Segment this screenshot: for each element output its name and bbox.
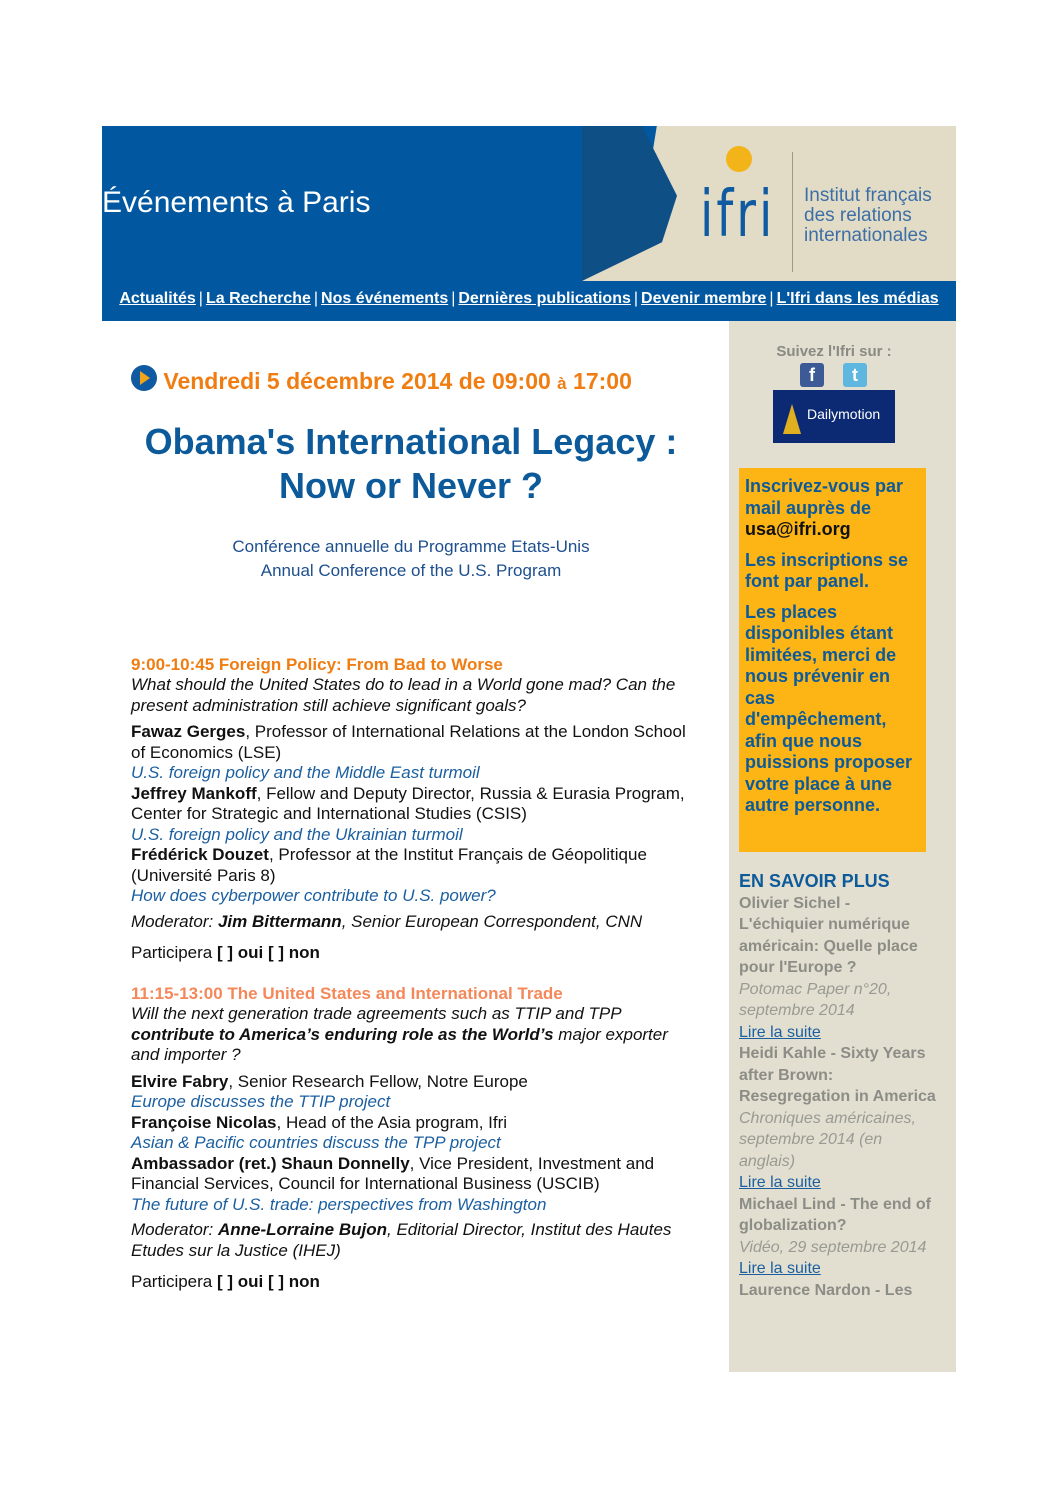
speaker-name: Frédérick Douzet: [131, 845, 269, 864]
related-heading: EN SAVOIR PLUS: [739, 871, 890, 891]
read-more-link[interactable]: Lire la suite: [739, 1260, 821, 1277]
speaker: [131, 1072, 691, 1093]
speaker: [131, 845, 691, 886]
speaker-role: , Head of the Asia program, Ifri: [276, 1112, 508, 1132]
play-icon: [131, 365, 157, 391]
nav-separator: |: [769, 290, 774, 307]
speaker-name: Fawaz Gerges: [131, 722, 246, 741]
participation-options[interactable]: [ ] oui [ ] non: [217, 1272, 320, 1291]
event-subtitle: [131, 535, 691, 583]
nav-separator: |: [313, 290, 319, 307]
moderator: [131, 1220, 691, 1261]
related-title: Michael Lind - The end of globalization?: [739, 1195, 931, 1234]
header-banner: [102, 126, 956, 321]
logo-divider: [792, 152, 793, 272]
page-title: Événements à Paris: [102, 186, 371, 219]
nav-separator: |: [198, 290, 203, 307]
speaker: [131, 1154, 691, 1195]
panel-heading: 11:15-13:00 The United States and International Trade: [131, 983, 563, 1003]
related-source: Vidéo, 29 septembre 2014: [739, 1238, 927, 1256]
moderator-role: , Senior European Correspondent, CNN: [341, 911, 643, 931]
speaker: [131, 1113, 691, 1134]
speaker-name: Françoise Nicolas: [131, 1112, 277, 1132]
main-content: [131, 365, 691, 1293]
follow-label: Suivez l'Ifri sur :: [776, 343, 892, 360]
facebook-icon[interactable]: f: [800, 363, 824, 387]
participation-label: Participera: [131, 1272, 213, 1291]
nav-actualites[interactable]: Actualités: [119, 290, 196, 307]
nav-bar: [102, 290, 956, 308]
speaker-name: Jeffrey Mankoff: [131, 783, 257, 803]
dailymotion-icon: [783, 404, 801, 434]
subtitle-en: Annual Conference of the U.S. Program: [260, 560, 562, 580]
read-more-link[interactable]: Lire la suite: [739, 1174, 821, 1191]
date-start: Vendredi 5 décembre 2014 de 09:00: [163, 368, 551, 394]
nav-separator: |: [451, 290, 456, 307]
related-title: Laurence Nardon - Les: [739, 1281, 913, 1299]
speaker-topic: How does cyberpower contribute to U.S. power?: [131, 886, 496, 905]
subtitle-fr: Conférence annuelle du Programme Etats-Unis: [232, 536, 590, 556]
participation[interactable]: [131, 943, 691, 964]
speaker: [131, 784, 691, 825]
twitter-icon[interactable]: t: [843, 363, 867, 387]
logo-line: Institut français: [804, 185, 932, 206]
nav-devenir-membre[interactable]: Devenir membre: [641, 290, 767, 307]
speaker-role: , Fellow and Deputy Director, Russia & Eurasia Program, Center for Strategic and International Studies (CSIS): [131, 783, 685, 823]
moderator-name: Anne-Lorraine Bujon: [217, 1220, 387, 1239]
panel-heading: 9:00-10:45 Foreign Policy: From Bad to Worse: [131, 654, 503, 674]
speaker-role: , Senior Research Fellow, Notre Europe: [228, 1071, 528, 1091]
speaker: [131, 722, 691, 763]
moderator-role: , Editorial Director, Institut des Hautes Etudes sur la Justice (IHEJ): [131, 1220, 672, 1260]
event-date: [131, 365, 691, 395]
speaker-name: Ambassador (ret.) Shaun Donnelly: [131, 1153, 410, 1173]
speaker-role: , Professor at the Institut Français de Géopolitique (Université Paris 8): [131, 845, 647, 885]
related-title: Heidi Kahle - Sixty Years after Brown: Resegregation in America: [739, 1045, 936, 1105]
speaker-role: , Professor of International Relations at the London School of Economics (LSE): [131, 722, 686, 762]
event-title: Obama's International Legacy : Now or Never ?: [144, 420, 678, 506]
question-part: contribute to America’s enduring role as the World’s: [131, 1024, 554, 1044]
registration-box: [739, 468, 926, 852]
related-title: Olivier Sichel - L'échiquier numérique américain: Quelle place pour l'Europe ?: [739, 894, 918, 976]
participation[interactable]: [131, 1272, 691, 1293]
dailymotion-label: Dailymotion: [807, 406, 881, 422]
question-part: major exporter and importer ?: [131, 1024, 668, 1064]
nav-publications[interactable]: Dernières publications: [458, 290, 631, 307]
moderator-name: Jim Bittermann: [217, 911, 342, 931]
speaker-topic: U.S. foreign policy and the Ukrainian turmoil: [131, 824, 463, 844]
moderator-label: Moderator:: [131, 911, 218, 931]
participation-options[interactable]: [ ] oui [ ] non: [217, 943, 320, 962]
registration-email[interactable]: usa@ifri.org: [745, 519, 851, 539]
moderator-label: Moderator:: [131, 1220, 218, 1239]
related-links: [739, 871, 939, 1301]
participation-label: Participera: [131, 943, 213, 962]
read-more-link[interactable]: Lire la suite: [739, 1023, 821, 1041]
speaker-name: Elvire Fabry: [131, 1071, 229, 1091]
logo-text: [804, 186, 932, 246]
speaker-topic: Europe discusses the TTIP project: [131, 1092, 391, 1111]
speaker-topic: The future of U.S. trade: perspectives from Washington: [131, 1194, 547, 1214]
logo-line: internationales: [804, 225, 928, 246]
nav-recherche[interactable]: La Recherche: [205, 290, 311, 307]
nav-evenements[interactable]: Nos événements: [321, 290, 449, 307]
panel-2: [131, 984, 691, 1293]
registration-note: Les places disponibles étant limitées, merci de nous prévenir en cas d'empêchement, afin que nous puissions proposer votre place à une autre personne.: [745, 601, 913, 815]
panel-1: [131, 655, 691, 964]
date-sep: à: [557, 374, 567, 393]
logo-sun-icon: [726, 146, 752, 172]
registration-text: [745, 476, 920, 541]
panel-question: What should the United States do to lead in a World gone mad? Can the present administration still achieve significant goals?: [131, 675, 676, 715]
logo-line: des relations: [804, 205, 912, 226]
registration-note: Les inscriptions se font par panel.: [745, 549, 909, 591]
logo-word: ifri: [700, 178, 776, 252]
related-source: Potomac Paper n°20, septembre 2014: [739, 980, 892, 1019]
ifri-logo[interactable]: [700, 142, 954, 272]
panel-question: [131, 1004, 691, 1066]
speaker-topic: Asian & Pacific countries discuss the TPP project: [131, 1133, 501, 1152]
speaker-topic: U.S. foreign policy and the Middle East turmoil: [131, 763, 480, 782]
nav-medias[interactable]: L'Ifri dans les médias: [776, 290, 939, 307]
question-part: Will the next generation trade agreements such as TTIP and TPP: [131, 1004, 621, 1023]
speaker-role: , Vice President, Investment and Financial Services, Council for International Business (USCIB): [131, 1153, 655, 1193]
moderator: [131, 912, 691, 933]
registration-intro: Inscrivez-vous par mail auprès de: [745, 476, 904, 518]
nav-separator: |: [633, 290, 639, 307]
dailymotion-button[interactable]: [773, 390, 895, 443]
sidebar: [729, 321, 956, 1372]
date-end: 17:00: [573, 368, 632, 394]
related-source: Chroniques américaines, septembre 2014 (en anglais): [739, 1109, 916, 1170]
